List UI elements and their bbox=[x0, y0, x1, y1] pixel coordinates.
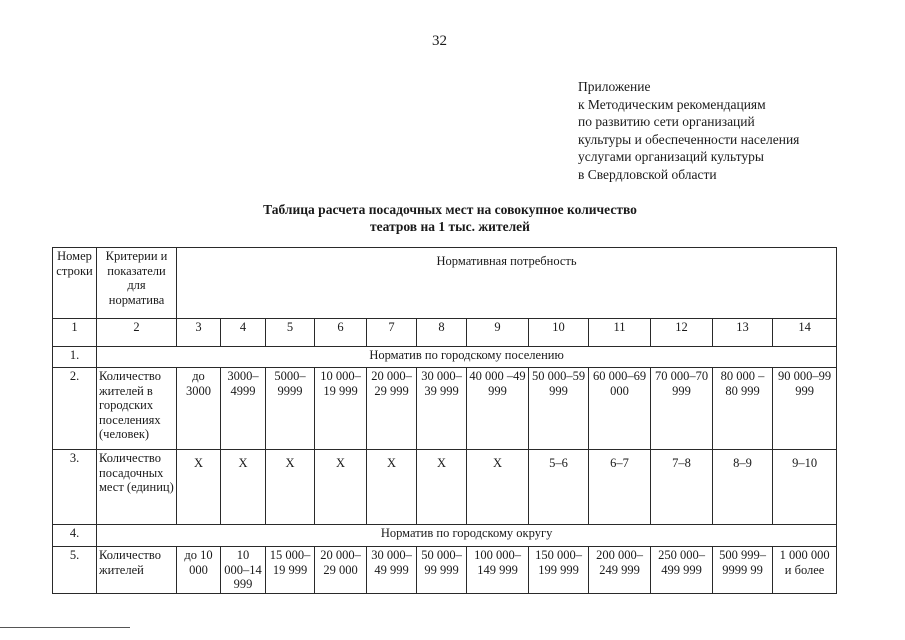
value-cell: Х bbox=[417, 450, 467, 525]
column-number: 8 bbox=[417, 319, 467, 347]
table-row bbox=[53, 347, 837, 368]
row-number: 1. bbox=[53, 347, 97, 368]
value-cell: 1 000 000 и более bbox=[773, 547, 837, 594]
appendix-line: культуры и обеспеченности населения bbox=[578, 131, 800, 147]
section-title: Норматив по городскому поселению bbox=[97, 347, 837, 368]
column-number: 6 bbox=[315, 319, 367, 347]
value-cell: 150 000–199 999 bbox=[529, 547, 589, 594]
table-header-row bbox=[53, 248, 837, 319]
header-criteria: Критерии и показатели для норматива bbox=[97, 248, 177, 319]
appendix-line: по развитию сети организаций bbox=[578, 114, 755, 129]
value-cell: 80 000 –80 999 bbox=[713, 368, 773, 450]
value-cell: Х bbox=[221, 450, 266, 525]
norm-table bbox=[52, 247, 837, 594]
column-number: 11 bbox=[589, 319, 651, 347]
section-title: Норматив по городскому округу bbox=[97, 525, 837, 547]
footnote-divider bbox=[0, 627, 130, 628]
value-cell: 30 000–49 999 bbox=[367, 547, 417, 594]
criterion-cell: Количество жителей в городских поселениях (человек) bbox=[97, 368, 177, 450]
value-cell: 9–10 bbox=[773, 450, 837, 525]
value-cell: 10 000–19 999 bbox=[315, 368, 367, 450]
appendix-line: в Свердловской области bbox=[578, 166, 717, 182]
value-cell: 3000–4999 bbox=[221, 368, 266, 450]
value-cell: 10 000–14 999 bbox=[221, 547, 266, 594]
appendix-line: Приложение bbox=[578, 79, 651, 94]
value-cell: 90 000–99 999 bbox=[773, 368, 837, 450]
column-number: 9 bbox=[467, 319, 529, 347]
row-number: 2. bbox=[53, 368, 97, 450]
appendix-line: к Методическим рекомендациям bbox=[578, 96, 766, 112]
value-cell: Х bbox=[266, 450, 315, 525]
row-number: 3. bbox=[53, 450, 97, 525]
value-cell: 60 000–69 000 bbox=[589, 368, 651, 450]
table-title-line: Таблица расчета посадочных мест на совокупное количество bbox=[263, 202, 637, 217]
value-cell: 6–7 bbox=[589, 450, 651, 525]
value-cell: Х bbox=[367, 450, 417, 525]
value-cell: 20 000–29 999 bbox=[367, 368, 417, 450]
header-row-number: Номер строки bbox=[53, 248, 97, 319]
row-number: 5. bbox=[53, 547, 97, 594]
value-cell: 100 000–149 999 bbox=[467, 547, 529, 594]
table-row bbox=[53, 547, 837, 594]
value-cell: Х bbox=[467, 450, 529, 525]
value-cell: 500 999–9999 99 bbox=[713, 547, 773, 594]
value-cell: 50 000–99 999 bbox=[417, 547, 467, 594]
value-cell: 50 000–59 999 bbox=[529, 368, 589, 450]
column-number: 13 bbox=[713, 319, 773, 347]
value-cell: Х bbox=[177, 450, 221, 525]
value-cell: 7–8 bbox=[651, 450, 713, 525]
table-row bbox=[53, 368, 837, 450]
row-number: 4. bbox=[53, 525, 97, 547]
value-cell: Х bbox=[315, 450, 367, 525]
table-title bbox=[200, 201, 700, 235]
column-number: 5 bbox=[266, 319, 315, 347]
header-requirement: Нормативная потребность bbox=[177, 248, 837, 319]
page-number: 32 bbox=[432, 33, 447, 49]
column-number-row bbox=[53, 319, 837, 347]
column-number: 10 bbox=[529, 319, 589, 347]
value-cell: до 10 000 bbox=[177, 547, 221, 594]
column-number: 3 bbox=[177, 319, 221, 347]
value-cell: 15 000–19 999 bbox=[266, 547, 315, 594]
value-cell: 40 000 –49 999 bbox=[467, 368, 529, 450]
column-number: 14 bbox=[773, 319, 837, 347]
appendix-heading bbox=[578, 78, 799, 183]
appendix-line: услугами организаций культуры bbox=[578, 149, 764, 164]
value-cell: 70 000–70 999 bbox=[651, 368, 713, 450]
criterion-cell: Количество жителей bbox=[97, 547, 177, 594]
value-cell: 200 000–249 999 bbox=[589, 547, 651, 594]
column-number: 7 bbox=[367, 319, 417, 347]
value-cell: 5000–9999 bbox=[266, 368, 315, 450]
value-cell: до 3000 bbox=[177, 368, 221, 450]
value-cell: 30 000–39 999 bbox=[417, 368, 467, 450]
criterion-cell: Количество посадочных мест (единиц) bbox=[97, 450, 177, 525]
column-number: 1 bbox=[53, 319, 97, 347]
table-row bbox=[53, 450, 837, 525]
value-cell: 250 000–499 999 bbox=[651, 547, 713, 594]
table-row bbox=[53, 525, 837, 547]
table-title-line: театров на 1 тыс. жителей bbox=[370, 219, 530, 234]
value-cell: 8–9 bbox=[713, 450, 773, 525]
column-number: 4 bbox=[221, 319, 266, 347]
value-cell: 20 000–29 000 bbox=[315, 547, 367, 594]
column-number: 12 bbox=[651, 319, 713, 347]
value-cell: 5–6 bbox=[529, 450, 589, 525]
column-number: 2 bbox=[97, 319, 177, 347]
